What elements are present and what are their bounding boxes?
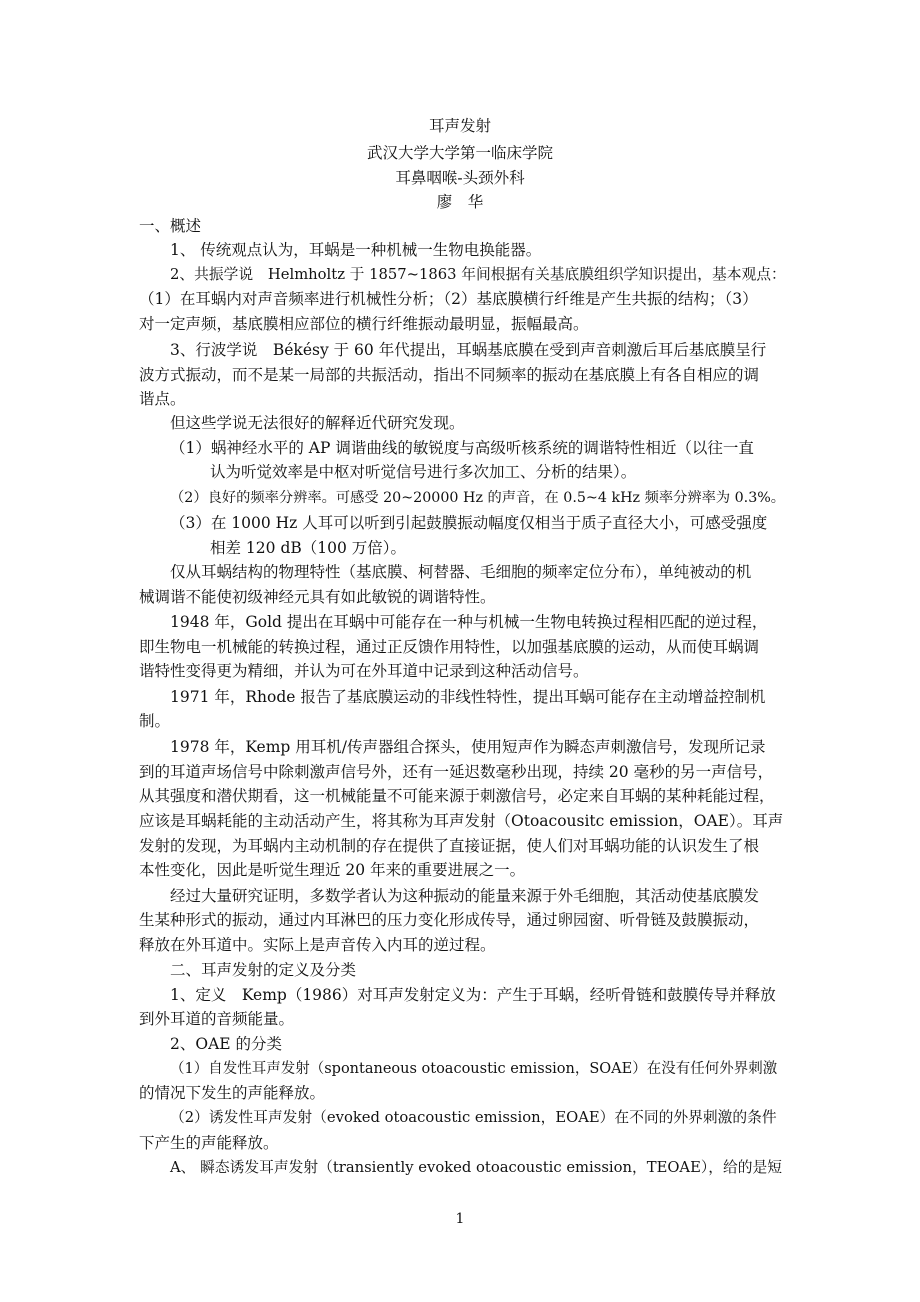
paragraph-line: 下产生的声能释放。 <box>139 1134 279 1152</box>
list-item-line: （1）蜗神经水平的 AP 调谐曲线的敏锐度与高级听核系统的调谐特性相近（以往一直 <box>170 439 754 457</box>
paragraph-line: 对一定声频，基底膜相应部位的横行纤维振动最明显，振幅最高。 <box>139 315 589 333</box>
paragraph-line: 释放在外耳道中。实际上是声音传入内耳的逆过程。 <box>139 936 496 954</box>
paragraph-line: 本性变化，因此是听觉生理近 20 年来的重要进展之一。 <box>139 861 526 879</box>
page-number: 1 <box>455 1211 465 1227</box>
paragraph-line: （2）诱发性耳声发射（evoked otoacoustic emission，EOAE）在不同的外界刺激的条件 <box>170 1109 777 1126</box>
list-item-line: 认为听觉效率是中枢对听觉信号进行多次加工、分析的结果）。 <box>210 463 637 481</box>
doc-title: 耳声发射 <box>428 117 491 135</box>
paragraph-line: 经过大量研究证明，多数学者认为这种振动的能量来源于外毛细胞，其活动使基底膜发 <box>170 887 760 905</box>
doc-department: 耳鼻咽喉-头颈外科 <box>395 169 525 187</box>
paragraph-line: 但这些学说无法很好的解释近代研究发现。 <box>170 414 465 432</box>
paragraph-line: 到的耳道声场信号中除刺激声信号外，还有一延迟数毫秒出现，持续 20 毫秒的另一声信号， <box>139 763 774 781</box>
paragraph-line: 即生物电一机械能的转换过程，通过正反馈作用特性，以加强基底膜的运动，从而使耳蜗调 <box>139 638 760 656</box>
paragraph-line: 谐点。 <box>139 390 186 408</box>
paragraph-line: （1）自发性耳声发射（spontaneous otoacoustic emission，SOAE）在没有任何外界刺激 <box>170 1061 778 1077</box>
paragraph-line: 1971 年，Rhode 报告了基底膜运动的非线性特性，提出耳蜗可能存在主动增益控制机 <box>170 688 766 706</box>
paragraph-line: 1978 年，Kemp 用耳机/传声器组合探头，使用短声作为瞬态声刺激信号，发现所记录 <box>170 738 766 756</box>
paragraph-line: A、 瞬态诱发耳声发射（transiently evoked otoacoustic emission，TEOAE），给的是短 <box>170 1159 782 1176</box>
paragraph-line: （1）在耳蜗内对声音频率进行机械性分析；（2）基底膜横行纤维是产生共振的结构；（3） <box>139 290 758 308</box>
section-heading: 一、概述 <box>139 217 202 235</box>
paragraph-line: 仅从耳蜗结构的物理特性（基底膜、柯替器、毛细胞的频率定位分布），单纯被动的机 <box>170 563 752 581</box>
paragraph-line: 1、定义 Kemp（1986）对耳声发射定义为：产生于耳蜗，经听骨链和鼓膜传导并释放 <box>170 986 776 1004</box>
paragraph-line: 到外耳道的音频能量。 <box>139 1010 295 1028</box>
list-item-line: （2）良好的频率分辨率。可感受 20~20000 Hz 的声音，在 0.5~4 kHz 频率分辨率为 0.3%。 <box>170 490 786 506</box>
doc-institution: 武汉大学大学第一临床学院 <box>366 144 553 162</box>
paragraph-line: 械调谐不能使初级神经元具有如此敏锐的调谐特性。 <box>139 588 496 606</box>
subsection-heading: 2、OAE 的分类 <box>170 1035 283 1053</box>
paragraph-line: 发射的发现，为耳蜗内主动机制的存在提供了直接证据，使人们对耳蜗功能的认识发生了根 <box>139 837 760 855</box>
paragraph-line: 1、 传统观点认为，耳蜗是一种机械一生物电换能器。 <box>170 241 542 259</box>
section-heading: 二、耳声发射的定义及分类 <box>170 961 357 979</box>
paragraph-line: 制。 <box>139 712 171 730</box>
paragraph-line: 谐特性变得更为精细，并认为可在外耳道中记录到这种活动信号。 <box>139 662 589 680</box>
list-item-line: 相差 120 dB（100 万倍）。 <box>210 539 407 557</box>
list-item-line: （3）在 1000 Hz 人耳可以听到引起鼓膜振动幅度仅相当于质子直径大小，可感受强度 <box>170 514 768 532</box>
doc-author: 廖 华 <box>436 193 484 211</box>
paragraph-line: 3、行波学说 Békésy 于 60 年代提出，耳蜗基底膜在受到声音刺激后耳后基底膜呈行 <box>170 341 767 359</box>
paragraph-line: 1948 年，Gold 提出在耳蜗中可能存在一种与机械一生物电转换过程相匹配的逆过程， <box>170 613 768 631</box>
paragraph-line: 2、共振学说 Helmholtz 于 1857~1863 年间根据有关基底膜组织学知识提出，基本观点： <box>170 266 786 283</box>
paragraph-line: 波方式振动，而不是某一局部的共振活动，指出不同频率的振动在基底膜上有各自相应的调 <box>139 366 760 384</box>
paragraph-line: 生某种形式的振动，通过内耳淋巴的压力变化形成传导，通过卵园窗、听骨链及鼓膜振动， <box>139 911 760 929</box>
paragraph-line: 的情况下发生的声能释放。 <box>139 1084 326 1102</box>
paragraph-line: 从其强度和潜伏期看，这一机械能量不可能来源于刺激信号，必定来自耳蜗的某种耗能过程， <box>139 787 775 805</box>
paragraph-line: 应该是耳蜗耗能的主动活动产生，将其称为耳声发射（Otoacousitc emission，OAE）。耳声 <box>139 812 784 830</box>
